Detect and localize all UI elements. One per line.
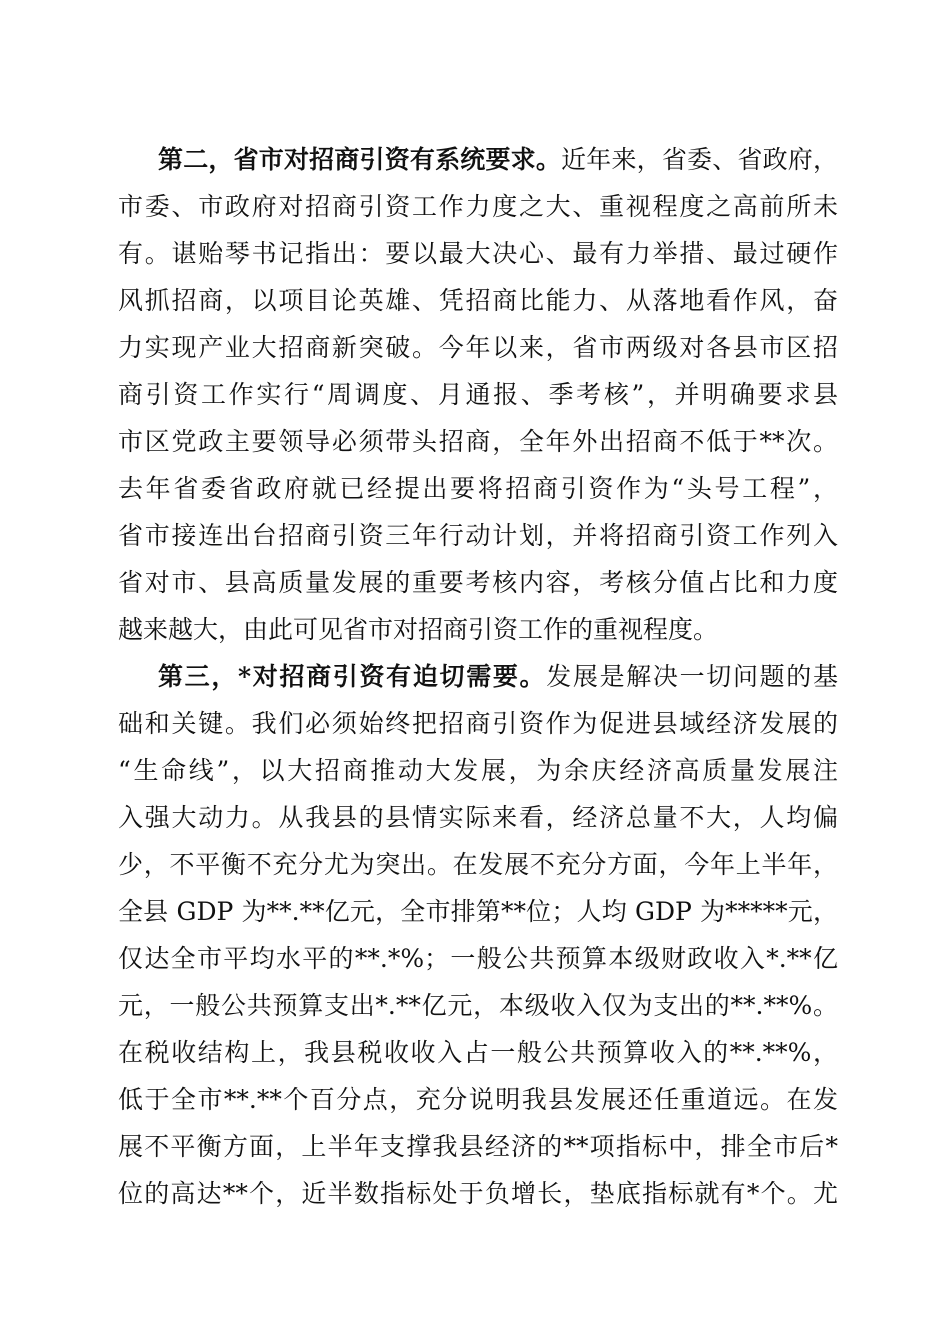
paragraph-1-line-4: 风抓招商，以项目论英雄、凭招商比能力、从落地看作风，奋 (118, 286, 838, 315)
paragraph-2-line-3: “生命线”，以大招商推动大发展，为余庆经济高质量发展注 (118, 756, 838, 785)
paragraph-1-line-11: 越来越大，由此可见省市对招商引资工作的重视程度。 (118, 615, 719, 644)
paragraph-2-text: 发展是解决一切问题的基 (546, 662, 838, 691)
paragraph-2-line-6: 全县 GDP 为**.**亿元，全市排第**位；人均 GDP 为*****元， (118, 897, 838, 926)
paragraph-2-line-12: 位的高达**个，近半数指标处于负增长，垫底指标就有*个。尤 (118, 1179, 838, 1208)
paragraph-1-line-7: 市区党政主要领导必须带头招商，全年外出招商不低于**次。 (118, 427, 838, 456)
paragraph-2-line-5: 少，不平衡不充分尤为突出。在发展不充分方面，今年上半年， (118, 850, 838, 879)
paragraph-1-line-6: 商引资工作实行“周调度、月通报、季考核”，并明确要求县 (118, 380, 838, 409)
paragraph-1-heading: 第二，省市对招商引资有系统要求。 (158, 145, 562, 174)
paragraph-2-line-4: 入强大动力。从我县的县情实际来看，经济总量不大，人均偏 (118, 803, 838, 832)
paragraph-1-line-3: 有。谌贻琴书记指出：要以最大决心、最有力举措、最过硬作 (118, 239, 838, 268)
paragraph-1-line-5: 力实现产业大招商新突破。今年以来，省市两级对各县市区招 (118, 333, 838, 362)
paragraph-2-heading: 第三，*对招商引资有迫切需要。 (158, 662, 547, 691)
paragraph-1-text: 近年来，省委、省政府， (561, 145, 838, 174)
paragraph-1-line-8: 去年省委省政府就已经提出要将招商引资作为“头号工程”， (118, 474, 838, 503)
document-body (118, 136, 838, 1217)
paragraph-2-line-9: 在税收结构上，我县税收收入占一般公共预算收入的**.**%， (118, 1038, 838, 1067)
paragraph-2-line-8: 元，一般公共预算支出*.**亿元，本级收入仅为支出的**.**%。 (118, 991, 838, 1020)
paragraph-1-line-10: 省对市、县高质量发展的重要考核内容，考核分值占比和力度 (118, 568, 838, 597)
paragraph-2-line-11: 展不平衡方面，上半年支撑我县经济的**项指标中，排全市后* (118, 1132, 838, 1161)
paragraph-2-line-7: 仅达全市平均水平的**.*%；一般公共预算本级财政收入*.**亿 (118, 944, 838, 973)
paragraph-2-line-1 (118, 653, 838, 700)
paragraph-1-line-2: 市委、市政府对招商引资工作力度之大、重视程度之高前所未 (118, 192, 838, 221)
paragraph-2-line-10: 低于全市**.**个百分点，充分说明我县发展还任重道远。在发 (118, 1085, 838, 1114)
paragraph-2-line-2: 础和关键。我们必须始终把招商引资作为促进县域经济发展的 (118, 709, 838, 738)
paragraph-1-line-1 (118, 136, 838, 183)
paragraph-1-line-9: 省市接连出台招商引资三年行动计划，并将招商引资工作列入 (118, 521, 838, 550)
